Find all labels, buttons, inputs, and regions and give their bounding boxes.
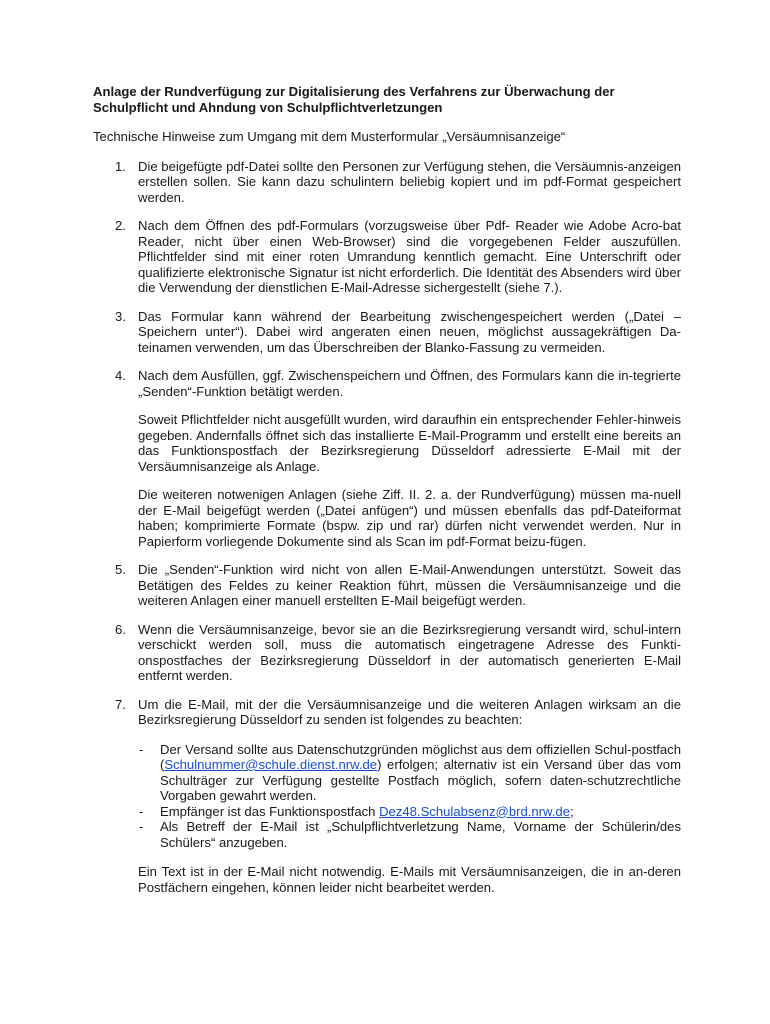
bullet-item-sender [138,742,681,804]
bullet-item-recipient [138,804,681,820]
bullet-text: ) erfolgen; alternativ ist ein Versand über das vom Schulträger zur Verfügung gestellte Postfach möglich, sofern daten-schutzrechtliche Vorgaben gewahrt werden. [160,757,681,803]
bullet-item-subject [138,819,681,850]
list-item-5 [93,562,681,609]
document-subtitle: Technische Hinweise zum Umgang mit dem Musterformular „Versäumnisanzeige“ [93,129,566,144]
dash-marker: - [139,741,144,757]
bullet-text: ; [569,803,574,819]
recipient-email-link[interactable]: Dez48.Schulabsenz@brd.nrw.de [379,803,570,819]
item-paragraph: Die beigefügte pdf-Datei sollte den Personen zur Verfügung stehen, die Versäumnis-anzeigen erstellen sollen. Sie kann dazu schulintern beliebig kopiert und im pdf-Format gespeichert werden. [138,158,682,205]
list-item-4 [93,368,681,549]
item-closing-paragraph: Ein Text ist in der E-Mail nicht notwendig. E-Mails mit Versäumnisanzeigen, die in an-deren Postfächern eingehen, können leider nicht bearbeitet werden. [138,864,681,895]
item-number: 7. [115,696,126,712]
item-paragraph: Nach dem Ausfüllen, ggf. Zwischenspeichern und Öffnen, des Formulars kann die in-tegrierte „Senden“-Funktion betätigt werden. [138,368,681,399]
item-number: 3. [115,308,126,324]
bullet-text: Als Betreff der E-Mail ist „Schulpflichtverletzung Name, Vorname der Schülerin/des Schülers“ anzugeben. [160,819,681,850]
item-paragraph: Wenn die Versäumnisanzeige, bevor sie an die Bezirksregierung versandt wird, schul-intern verschickt werden soll, muss die automatisch eingetragene Adresse des Funkti-onspostfaches der Bezirksregierung Düsseldorf in der automatisch generierten E-Mail entfernt werden. [138,621,681,683]
list-item-7 [93,697,681,896]
item-number: 5. [115,562,126,577]
item-paragraph: Die „Senden“-Funktion wird nicht von allen E-Mail-Anwendungen unterstützt. Soweit das Betätigen des Feldes zu keiner Reaktion führt, müssen die Versäumnisanzeige und die weiteren Anlagen einer manuell erstellten E-Mail beigefügt werden. [138,562,681,608]
item-number: 1. [115,158,126,174]
item-number: 6. [115,621,126,637]
item-paragraph: Das Formular kann während der Bearbeitung zwischengespeichert werden („Datei – Speichern unter“). Dabei wird angeraten einen neuen, möglichst aussagekräftigen Da-teinamen verwenden, um das Überschreiben der Blanko-Fassung zu vermeiden. [138,308,681,355]
numbered-list [93,159,681,684]
document-body [93,84,681,908]
bullet-text: Empfänger ist das Funktionspostfach [160,803,380,819]
item-paragraph: Nach dem Öffnen des pdf-Formulars (vorzugsweise über Pdf- Reader wie Adobe Acro-bat Reader, nicht über einen Web-Browser) sind die vorgegebenen Felder auszufüllen. Pflichtfelder sind mit einer roten Umrandung kenntlich gemacht. Eine Unterschrift oder qualifizierte elektronische Signatur ist nicht erforderlich. Die Identität des Absenders wird über die Verwendung der dienstlichen E-Mail-Adresse sichergestellt (siehe 7.). [138,218,681,295]
document-title: Anlage der Rundverfügung zur Digitalisierung des Verfahrens zur Überwachung der Schulpflicht und Ahndung von Schulpflichtverletzungen [93,84,615,115]
item-number: 2. [115,218,126,233]
list-item-1 [93,159,681,206]
school-email-link[interactable]: Schulnummer@schule.dienst.nrw.de [164,757,378,772]
dash-marker: - [139,803,144,819]
list-item-3 [93,309,681,356]
item-paragraph: Soweit Pflichtfelder nicht ausgefüllt wurden, wird daraufhin ein entsprechender Fehler-hinweis gegeben. Andernfalls öffnet sich das installierte E-Mail-Programm und erstellt eine bereits an das Funktionspostfach der Bezirksregierung Düsseldorf adressierte E-Mail mit der Versäumnisanzeige als Anlage. [138,412,681,474]
list-item-6 [93,622,681,684]
bullet-text: Der Versand sollte aus Datenschutzgründen möglichst aus dem offiziellen Schul-postfach ( [160,741,681,772]
item-number: 4. [115,368,126,383]
bullet-list [138,742,681,851]
item-paragraph: Um die E-Mail, mit der die Versäumnisanzeige und die weiteren Anlagen wirksam an die Bezirksregierung Düsseldorf zu senden ist folgendes zu beachten: [138,696,681,727]
dash-marker: - [139,819,144,834]
item-paragraph: Die weiteren notwenigen Anlagen (siehe Ziff. II. 2. a. der Rundverfügung) müssen ma-nuell der E-Mail beigefügt werden („Datei anfügen“) und müssen ebenfalls das pdf-Dateiformat haben; komprimierte Formate (bspw. zip und rar) dürfen nicht verwendet werden. Nur in Papierform vorliegende Dokumente sind als Scan im pdf-Format beizu-fügen. [138,487,681,549]
list-item-2 [93,218,681,296]
